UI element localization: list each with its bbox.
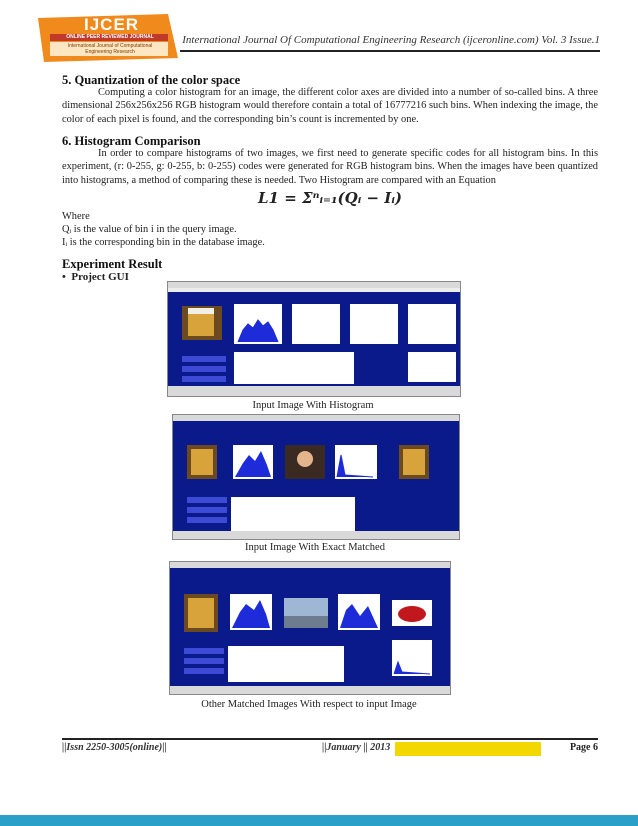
bottom-bar xyxy=(0,815,638,826)
equation-text: L1 = Σⁿᵢ₌₁(Qᵢ − Iᵢ) xyxy=(257,189,403,207)
footer-rule xyxy=(62,738,598,740)
header-rule xyxy=(180,50,600,52)
experiment-heading: Experiment Result xyxy=(62,257,163,271)
section-6-heading: 6. Histogram Comparison xyxy=(62,134,201,148)
section-5-heading: 5. Quantization of the color space xyxy=(62,73,241,87)
footer-date: ||January || 2013 xyxy=(322,742,391,753)
section-6-body: In order to compare histograms of two images, we first need to generate specific codes for all histogram bins. In this experiment, (r: 0-255, g: 0-255, b: 0-255) codes were generated for RGB histogram bins. When the images have been quantized into histograms, a method of comparing these is needed. Two Histogram are compared with an Equation xyxy=(62,148,598,186)
logo-subtitle-1: International Journal of Computational xyxy=(67,43,153,49)
i-definition: Iᵢ is the corresponding bin in the database image. xyxy=(62,237,265,248)
gui-screenshot-2 xyxy=(172,414,460,540)
journal-title: International Journal Of Computational Engineering Research (ijceronline.com) Vol. 3 Issue.1 xyxy=(182,34,600,46)
bullet-dot-icon: • xyxy=(62,271,72,283)
figure-3-caption: Other Matched Images With respect to input Image xyxy=(201,699,417,710)
footer-issn: ||Issn 2250-3005(online)|| xyxy=(62,742,167,753)
logo-tagline: ONLINE PEER REVIEWED JOURNAL xyxy=(66,34,154,40)
equation xyxy=(230,189,430,211)
section-5-body: Computing a color histogram for an image, the different color axes are divided into a number of so-called bins. A three dimensional 256x256x256 RGB histogram would therefore contain a total of 16777216 such bins. When indexing the image, the color of each pixel is found, and the corresponding bin’s count is incremented by one. xyxy=(62,87,598,125)
gui-screenshot-3 xyxy=(169,561,451,695)
logo-brand: IJCER xyxy=(84,15,140,34)
journal-logo xyxy=(38,14,178,62)
figure-2-caption: Input Image With Exact Matched xyxy=(245,542,385,553)
logo-subtitle-2: Engineering Research xyxy=(85,49,135,55)
footer-accent-bar xyxy=(395,742,541,756)
footer-page: Page 6 xyxy=(569,742,598,753)
bullet-project-gui xyxy=(62,271,129,283)
gui-screenshot-1 xyxy=(167,281,461,397)
q-definition: Qᵢ is the value of bin i in the query image. xyxy=(62,224,237,235)
bullet-text: Project GUI xyxy=(71,271,129,283)
figure-1-caption: Input Image With Histogram xyxy=(252,400,374,411)
where-label: Where xyxy=(62,211,90,222)
